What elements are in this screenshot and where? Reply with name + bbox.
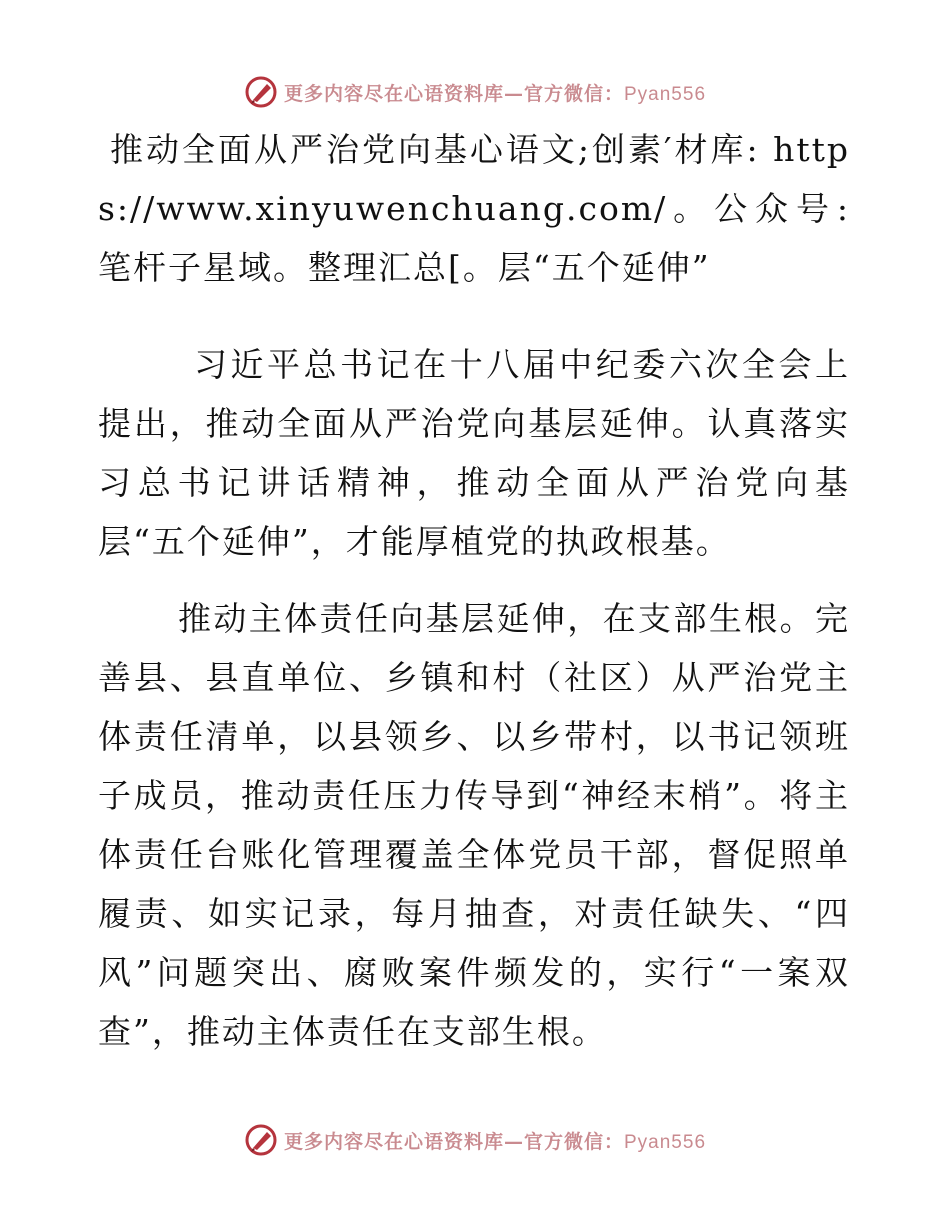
header-banner bbox=[0, 72, 950, 112]
header-banner-label: 更多内容尽在心语资料库—官方微信： bbox=[283, 82, 624, 105]
document-title-paragraph: 推动全面从严治党向基心语文;创素′材库: https://www.xinyuwenchuang.com/。公众号: 笔杆子星域。整理汇总[。层“五个延伸” bbox=[98, 130, 850, 287]
header-banner-contact: Pyan556 bbox=[624, 83, 707, 105]
document-body bbox=[98, 120, 850, 1079]
pen-logo-icon bbox=[244, 75, 278, 109]
footer-banner bbox=[0, 1120, 950, 1160]
footer-banner-contact: Pyan556 bbox=[624, 1131, 707, 1153]
footer-banner-label: 更多内容尽在心语资料库—官方微信： bbox=[283, 1130, 624, 1153]
pen-logo-icon bbox=[244, 1123, 278, 1157]
paragraph-intro: 习近平总书记在十八届中纪委六次全会上提出，推动全面从严治党向基层延伸。认真落实习总书记讲话精神，推动全面从严治党向基层“五个延伸”，才能厚植党的执政根基。 bbox=[98, 345, 850, 561]
paragraph-responsibility: 推动主体责任向基层延伸，在支部生根。完善县、县直单位、乡镇和村（社区）从严治党主体责任清单，以县领乡、以乡带村，以书记领班子成员，推动责任压力传导到“神经末梢”。将主体责任台账化管理覆盖全体党员干部，督促照单履责、如实记录，每月抽查，对责任缺失、“四风”问题突出、腐败案件频发的，实行“一案双查”，推动主体责任在支部生根。 bbox=[98, 599, 850, 1051]
header-banner-text bbox=[284, 79, 706, 106]
footer-banner-text bbox=[284, 1127, 706, 1154]
